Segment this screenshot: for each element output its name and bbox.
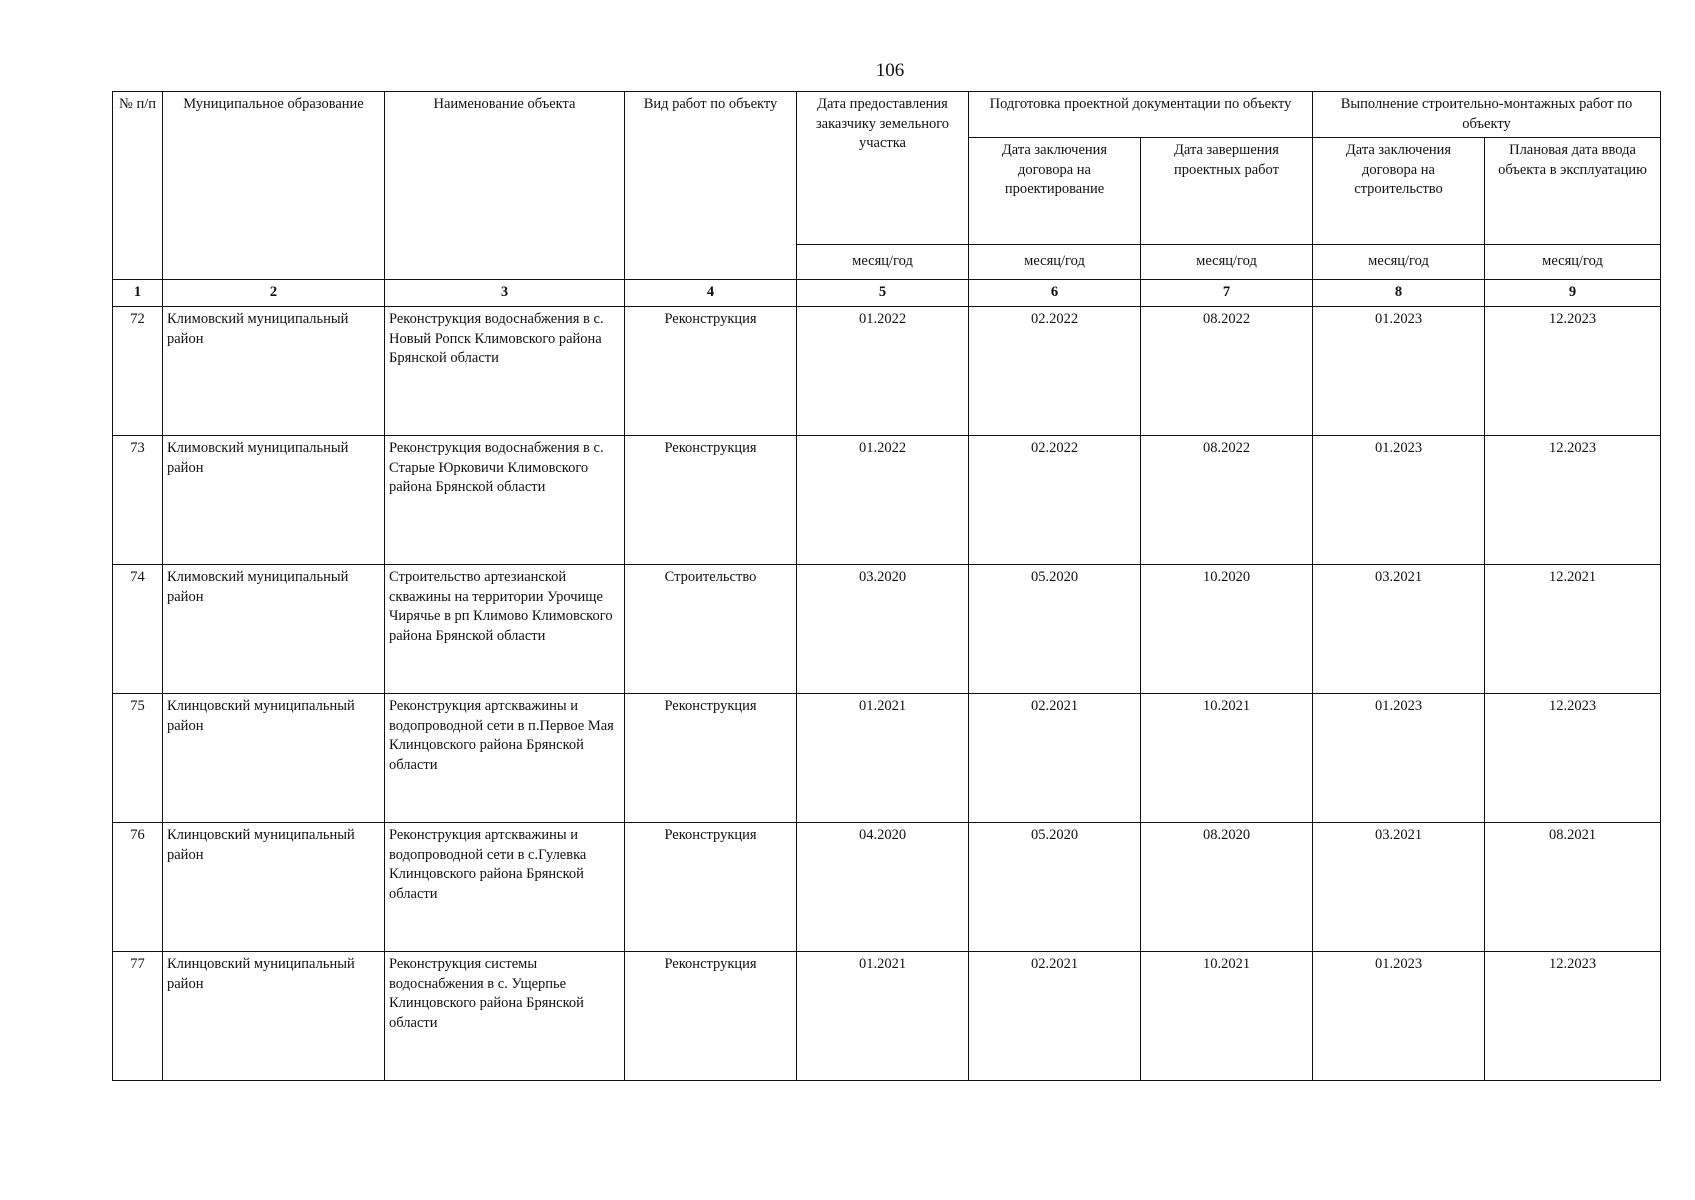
municipality-cell: Клинцовский муниципальный район bbox=[163, 694, 385, 823]
object-name-cell: Реконструкция водоснабжения в с. Новый Ропск Климовского района Брянской области bbox=[385, 307, 625, 436]
design-contract-date-cell: 05.2020 bbox=[969, 823, 1141, 952]
design-contract-date-cell: 02.2022 bbox=[969, 307, 1141, 436]
objects-table bbox=[112, 91, 1661, 1081]
unit-label: месяц/год bbox=[797, 245, 969, 280]
header-commissioning-date: Плановая дата ввода объекта в эксплуатацию bbox=[1485, 138, 1661, 245]
row-number: 75 bbox=[113, 694, 163, 823]
work-type-cell: Реконструкция bbox=[625, 952, 797, 1081]
header-object-name: Наименование объекта bbox=[385, 92, 625, 280]
land-date-cell: 01.2021 bbox=[797, 952, 969, 1081]
design-completion-date-cell: 08.2022 bbox=[1141, 307, 1313, 436]
table-row bbox=[113, 307, 1661, 436]
unit-label: месяц/год bbox=[1313, 245, 1485, 280]
commissioning-date-cell: 12.2023 bbox=[1485, 307, 1661, 436]
municipality-cell: Климовский муниципальный район bbox=[163, 307, 385, 436]
design-contract-date-cell: 05.2020 bbox=[969, 565, 1141, 694]
unit-label: месяц/год bbox=[1141, 245, 1313, 280]
commissioning-date-cell: 12.2023 bbox=[1485, 694, 1661, 823]
object-name-cell: Реконструкция водоснабжения в с. Старые Юрковичи Климовского района Брянской области bbox=[385, 436, 625, 565]
table-row bbox=[113, 565, 1661, 694]
header-num: № п/п bbox=[113, 92, 163, 280]
header-design-group: Подготовка проектной документации по объекту bbox=[969, 92, 1313, 138]
header-design-contract-date: Дата заключения договора на проектирование bbox=[969, 138, 1141, 245]
land-date-cell: 01.2022 bbox=[797, 307, 969, 436]
table-row bbox=[113, 823, 1661, 952]
column-number: 6 bbox=[969, 280, 1141, 307]
construction-contract-date-cell: 03.2021 bbox=[1313, 823, 1485, 952]
row-number: 72 bbox=[113, 307, 163, 436]
column-number: 1 bbox=[113, 280, 163, 307]
table-row bbox=[113, 952, 1661, 1081]
column-number: 4 bbox=[625, 280, 797, 307]
construction-contract-date-cell: 01.2023 bbox=[1313, 952, 1485, 1081]
design-completion-date-cell: 10.2021 bbox=[1141, 694, 1313, 823]
header-construction-contract-date: Дата заключения договора на строительство bbox=[1313, 138, 1485, 245]
header-construction-group: Выполнение строительно-монтажных работ по объекту bbox=[1313, 92, 1661, 138]
header-land-date: Дата предоставления заказчику земельного участка bbox=[797, 92, 969, 245]
land-date-cell: 03.2020 bbox=[797, 565, 969, 694]
municipality-cell: Клинцовский муниципальный район bbox=[163, 823, 385, 952]
header-row-1 bbox=[113, 92, 1661, 138]
header-municipality: Муниципальное образование bbox=[163, 92, 385, 280]
work-type-cell: Реконструкция bbox=[625, 823, 797, 952]
land-date-cell: 01.2021 bbox=[797, 694, 969, 823]
unit-label: месяц/год bbox=[1485, 245, 1661, 280]
table-row bbox=[113, 436, 1661, 565]
design-contract-date-cell: 02.2022 bbox=[969, 436, 1141, 565]
column-number: 8 bbox=[1313, 280, 1485, 307]
object-name-cell: Реконструкция артскважины и водопроводной сети в п.Первое Мая Клинцовского района Брянской области bbox=[385, 694, 625, 823]
column-number: 7 bbox=[1141, 280, 1313, 307]
municipality-cell: Климовский муниципальный район bbox=[163, 436, 385, 565]
unit-label: месяц/год bbox=[969, 245, 1141, 280]
commissioning-date-cell: 12.2021 bbox=[1485, 565, 1661, 694]
row-number: 77 bbox=[113, 952, 163, 1081]
municipality-cell: Клинцовский муниципальный район bbox=[163, 952, 385, 1081]
land-date-cell: 01.2022 bbox=[797, 436, 969, 565]
table-body bbox=[113, 92, 1661, 1081]
header-design-completion-date: Дата завершения проектных работ bbox=[1141, 138, 1313, 245]
column-number: 3 bbox=[385, 280, 625, 307]
work-type-cell: Реконструкция bbox=[625, 436, 797, 565]
work-type-cell: Реконструкция bbox=[625, 694, 797, 823]
table-row bbox=[113, 694, 1661, 823]
column-number: 5 bbox=[797, 280, 969, 307]
construction-contract-date-cell: 01.2023 bbox=[1313, 694, 1485, 823]
object-name-cell: Строительство артезианской скважины на территории Урочище Чирячье в рп Климово Климовского района Брянской области bbox=[385, 565, 625, 694]
work-type-cell: Реконструкция bbox=[625, 307, 797, 436]
work-type-cell: Строительство bbox=[625, 565, 797, 694]
design-completion-date-cell: 08.2020 bbox=[1141, 823, 1313, 952]
commissioning-date-cell: 08.2021 bbox=[1485, 823, 1661, 952]
construction-contract-date-cell: 01.2023 bbox=[1313, 436, 1485, 565]
row-number: 76 bbox=[113, 823, 163, 952]
row-number: 74 bbox=[113, 565, 163, 694]
header-work-type: Вид работ по объекту bbox=[625, 92, 797, 280]
design-contract-date-cell: 02.2021 bbox=[969, 952, 1141, 1081]
commissioning-date-cell: 12.2023 bbox=[1485, 436, 1661, 565]
object-name-cell: Реконструкция артскважины и водопроводной сети в с.Гулевка Клинцовского района Брянской области bbox=[385, 823, 625, 952]
construction-contract-date-cell: 01.2023 bbox=[1313, 307, 1485, 436]
design-contract-date-cell: 02.2021 bbox=[969, 694, 1141, 823]
design-completion-date-cell: 08.2022 bbox=[1141, 436, 1313, 565]
row-number: 73 bbox=[113, 436, 163, 565]
municipality-cell: Климовский муниципальный район bbox=[163, 565, 385, 694]
page-number: 106 bbox=[875, 60, 905, 81]
land-date-cell: 04.2020 bbox=[797, 823, 969, 952]
design-completion-date-cell: 10.2020 bbox=[1141, 565, 1313, 694]
column-number: 9 bbox=[1485, 280, 1661, 307]
construction-contract-date-cell: 03.2021 bbox=[1313, 565, 1485, 694]
column-number: 2 bbox=[163, 280, 385, 307]
object-name-cell: Реконструкция системы водоснабжения в с. Ущерпье Клинцовского района Брянской области bbox=[385, 952, 625, 1081]
commissioning-date-cell: 12.2023 bbox=[1485, 952, 1661, 1081]
design-completion-date-cell: 10.2021 bbox=[1141, 952, 1313, 1081]
column-number-row bbox=[113, 280, 1661, 307]
